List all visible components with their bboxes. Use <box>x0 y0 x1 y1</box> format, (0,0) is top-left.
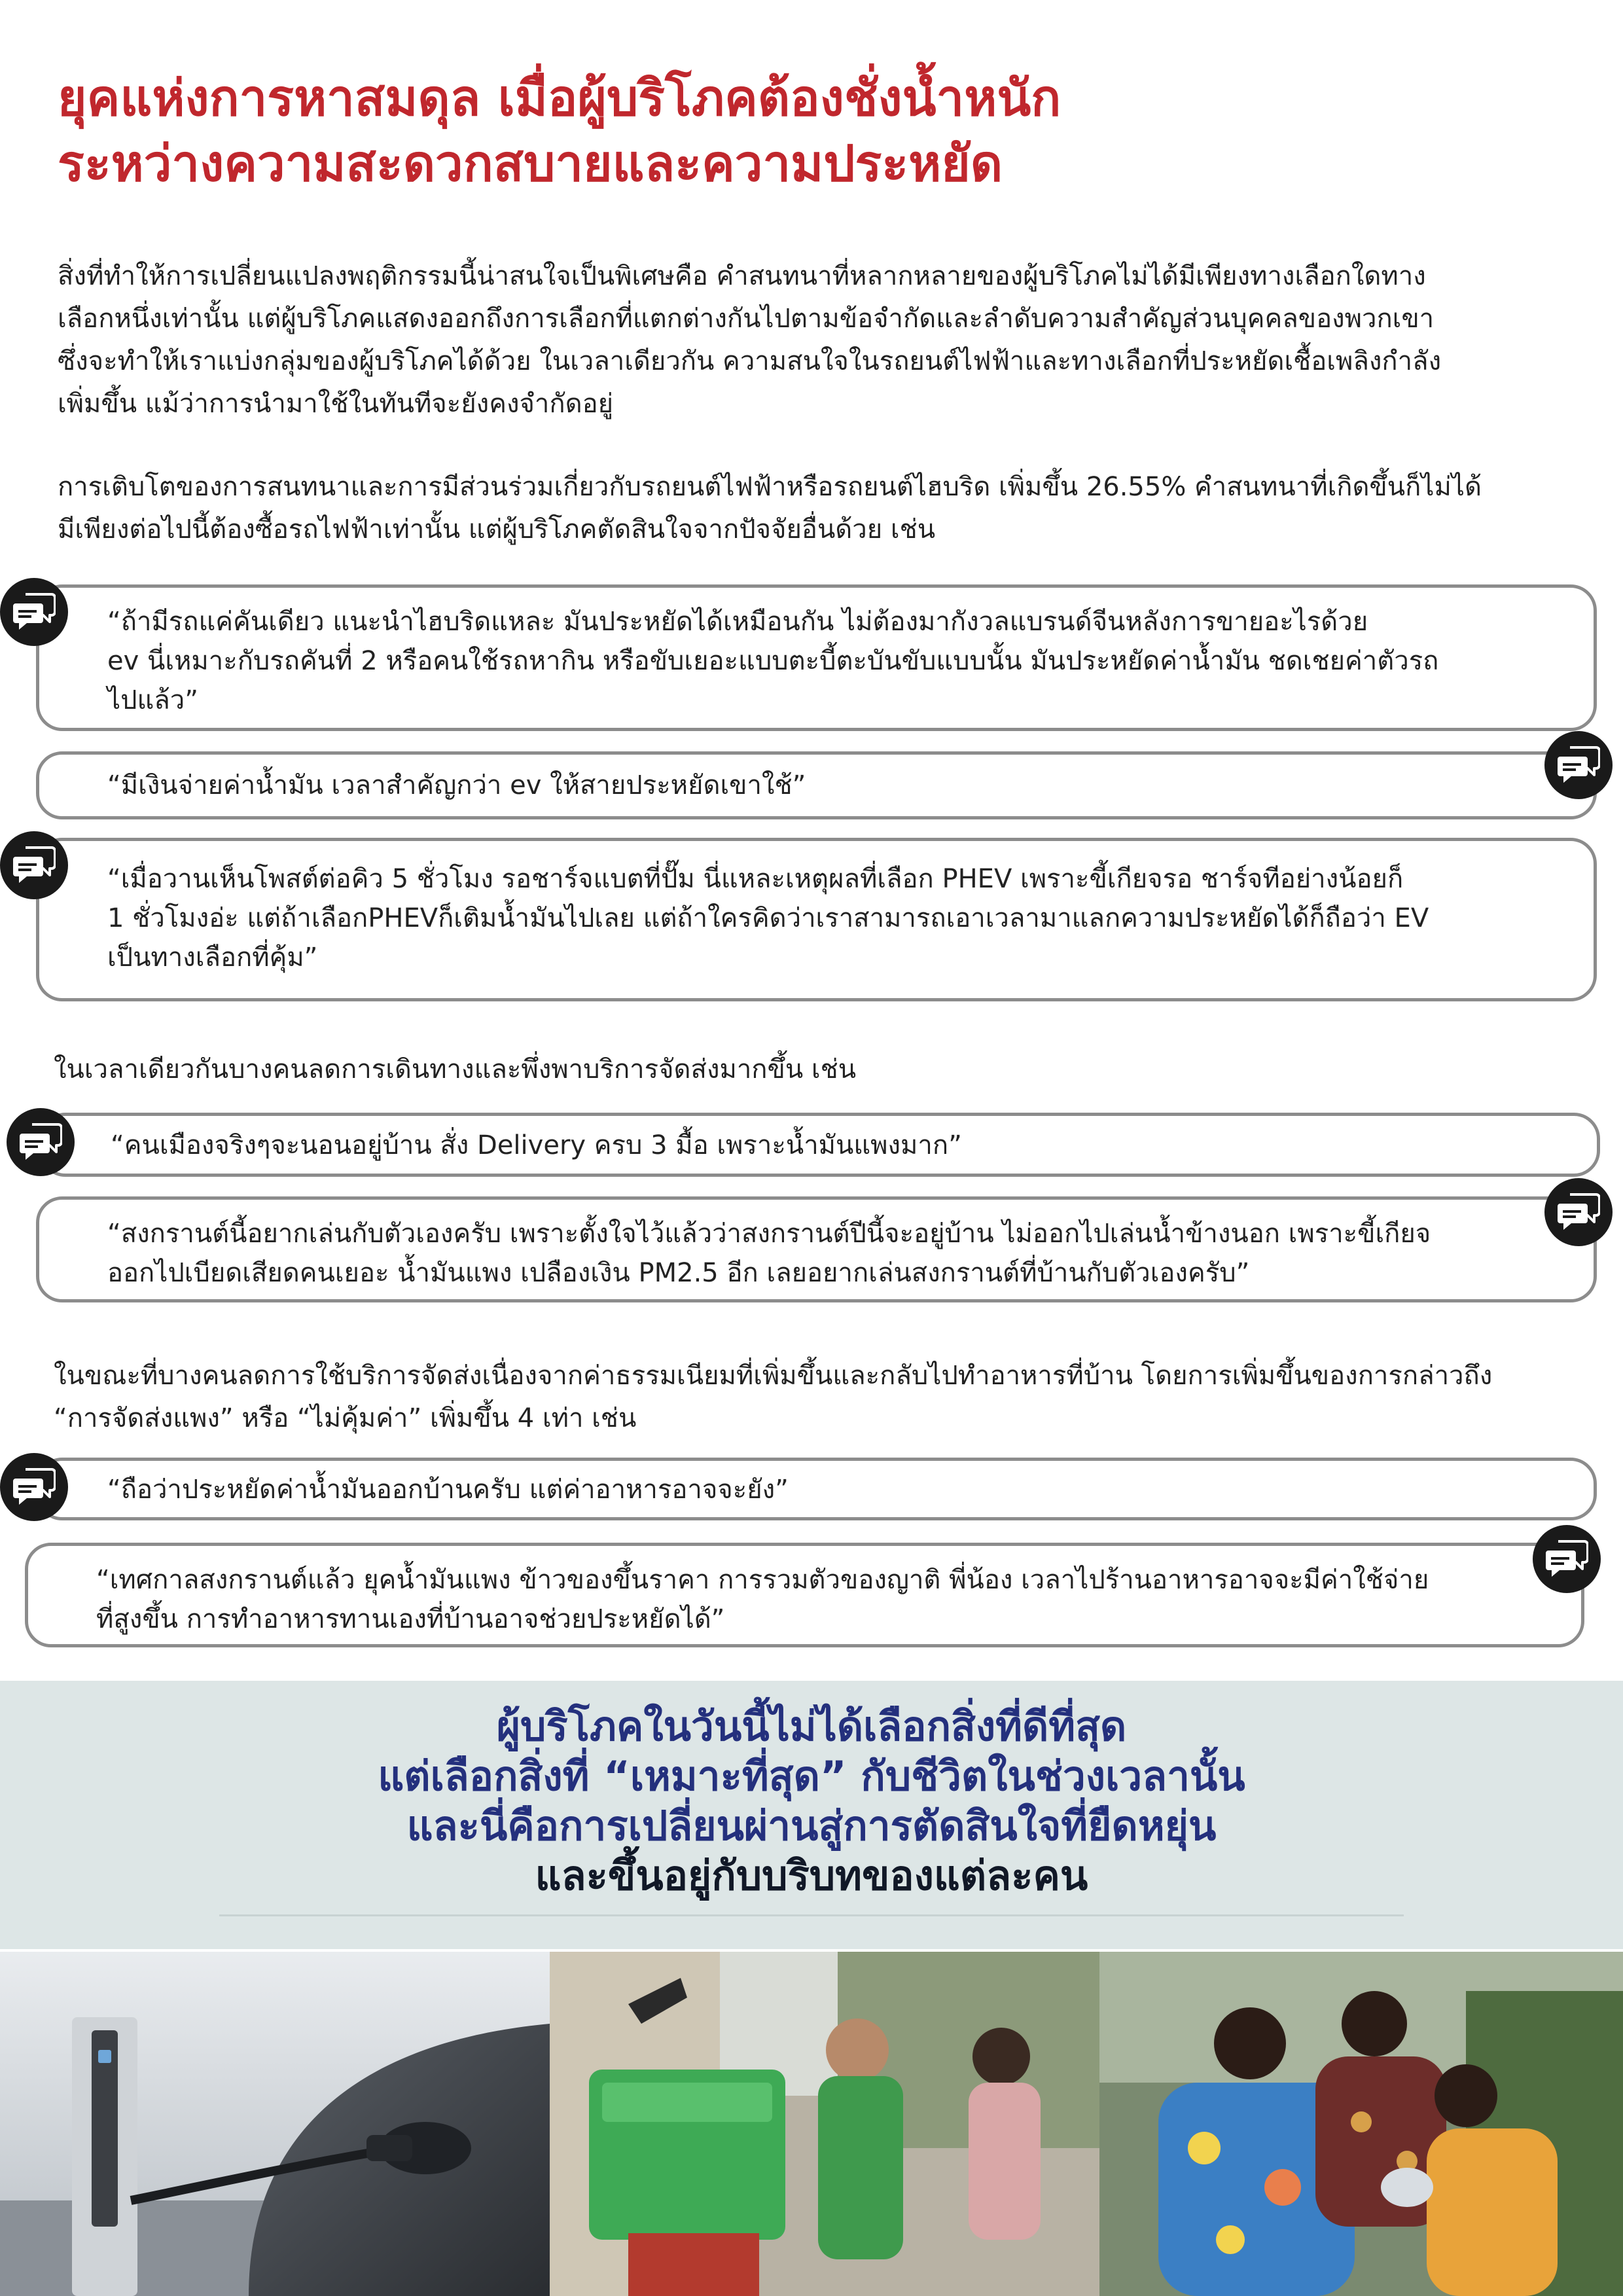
quote-line: 1 ชั่วโมงอ่ะ แต่ถ้าเลือกPHEVก็เติมน้ำมันไปเลย แต่ถ้าใครคิดว่าเราสามารถเอาเวลามาแลกความประหยัดได้ก็ถือว่า EV <box>107 903 1429 933</box>
banner-divider <box>219 1914 1404 1916</box>
chat-bubbles-icon <box>1544 731 1613 799</box>
intro-line: ซึ่งจะทำให้เราแบ่งกลุ่มของผู้บริโภคได้ด้วย ในเวลาเดียวกัน ความสนใจในรถยนต์ไฟฟ้าและทางเลือกที่ประหยัดเชื้อเพลิงกำลัง <box>58 346 1442 376</box>
conclusion-line-3: และนี่คือการเปลี่ยนผ่านสู่การตัดสินใจที่ยืดหยุ่น <box>406 1802 1217 1850</box>
quote-bubble <box>36 1458 1597 1520</box>
conclusion-line-1: ผู้บริโภคในวันนี้ไม่ได้เลือกสิ่งที่ดีที่สุด <box>496 1702 1127 1750</box>
quote-line: “มีเงินจ่ายค่าน้ำมัน เวลาสำคัญกว่า ev ให้สายประหยัดเขาใช้” <box>107 770 806 800</box>
delivery-line: ในเวลาเดียวกันบางคนลดการเดินทางและพึ่งพาบริการจัดส่งมากขึ้น เช่น <box>54 1054 857 1085</box>
quote-line: เป็นทางเลือกที่คุ้ม” <box>107 942 318 973</box>
chat-bubbles-icon <box>1533 1525 1601 1593</box>
quote-line: ที่สูงขึ้น การทำอาหารทานเองที่บ้านอาจช่วยประหยัดได้” <box>96 1604 725 1634</box>
ev-line: การเติบโตของการสนทนาและการมีส่วนร่วมเกี่ยวกับรถยนต์ไฟฟ้าหรือรถยนต์ไฮบริด เพิ่มขึ้น 26.55% คำสนทนาที่เกิดขึ้นก็ไม่ได้ <box>58 472 1482 502</box>
quote-bubble <box>39 1113 1600 1177</box>
intro-paragraph <box>58 255 1582 425</box>
quote-bubble <box>36 1196 1597 1302</box>
quote-line: “เมื่อวานเห็นโพสต์ต่อคิว 5 ชั่วโมง รอชาร์จแบตที่ปั๊ม นี่แหละเหตุผลที่เลือก PHEV เพราะขี้เกียจรอ ชาร์จทีอย่างน้อยก็ <box>107 864 1404 894</box>
family-cooking-photo <box>1099 1952 1623 2296</box>
title-line-2: ระหว่างความสะดวกสบายและความประหยัด <box>58 134 1003 192</box>
quote-line: “เทศกาลสงกรานต์แล้ว ยุคน้ำมันแพง ข้าวของขึ้นราคา การรวมตัวของญาติ พี่น้อง เวลาไปร้านอาหารอาจจะมีค่าใช้จ่าย <box>96 1565 1429 1595</box>
ev-paragraph <box>58 466 1582 551</box>
quote-line: “ถ้ามีรถแค่คันเดียว แนะนำไฮบริดแหละ มันประหยัดได้เหมือนกัน ไม่ต้องมากังวลแบรนด์จีนหลังการขายอะไรด้วย <box>107 607 1368 637</box>
cooking-line: ในขณะที่บางคนลดการใช้บริการจัดส่งเนื่องจากค่าธรรมเนียมที่เพิ่มขึ้นและกลับไปทำอาหารที่บ้าน โดยการเพิ่มขึ้นของการกล่าวถึง <box>54 1361 1493 1391</box>
quote-line: “คนเมืองจริงๆจะนอนอยู่บ้าน สั่ง Delivery ครบ 3 มื้อ เพราะน้ำมันแพงมาก” <box>111 1130 962 1160</box>
intro-line: เลือกหนึ่งเท่านั้น แต่ผู้บริโภคแสดงออกถึงการเลือกที่แตกต่างกันไปตามข้อจำกัดและลำดับความสำคัญส่วนบุคคลของพวกเขา <box>58 304 1435 334</box>
quote-bubble <box>36 584 1597 731</box>
chat-bubbles-icon <box>1544 1178 1613 1246</box>
quote-line: “สงกรานต์นี้อยากเล่นกับตัวเองครับ เพราะตั้งใจไว้แล้วว่าสงกรานต์ปีนี้จะอยู่บ้าน ไม่ออกไปเล่นน้ำข้างนอก เพราะขี้เกียจ <box>107 1219 1431 1249</box>
chat-bubbles-icon <box>7 1108 75 1176</box>
quote-bubble <box>36 751 1597 819</box>
conclusion-line-2: แต่เลือกสิ่งที่ “เหมาะที่สุด” กับชีวิตในช่วงเวลานั้น <box>378 1752 1245 1800</box>
quote-bubble <box>36 838 1597 1001</box>
chat-bubbles-icon <box>0 1453 68 1521</box>
chat-bubbles-icon <box>0 578 68 646</box>
quote-line: “ถือว่าประหยัดค่าน้ำมันออกบ้านครับ แต่ค่าอาหารอาจจะยัง” <box>107 1475 789 1505</box>
ev-line: มีเพียงต่อไปนี้ต้องซื้อรถไฟฟ้าเท่านั้น แต่ผู้บริโภคตัดสินใจจากปัจจัยอื่นด้วย เช่น <box>58 514 936 545</box>
chat-bubbles-icon <box>0 831 68 899</box>
ev-charging-photo <box>0 1952 550 2296</box>
delivery-photo <box>550 1952 1099 2296</box>
quote-line: ไปแล้ว” <box>107 685 198 715</box>
delivery-paragraph <box>54 1049 1578 1091</box>
intro-line: เพิ่มขึ้น แม้ว่าการนำมาใช้ในทันทีจะยังคงจำกัดอยู่ <box>58 389 614 419</box>
cooking-line: “การจัดส่งแพง” หรือ “ไม่คุ้มค่า” เพิ่มขึ้น 4 เท่า เช่น <box>54 1403 637 1433</box>
quote-line: ev นี่เหมาะกับรถคันที่ 2 หรือคนใช้รถหากิน หรือขับเยอะแบบตะบี้ตะบันขับแบบนั้น มันประหยัดค่าน้ำมัน ชดเชยค่าตัวรถ <box>107 646 1439 676</box>
cooking-paragraph <box>54 1355 1578 1440</box>
quote-bubble <box>25 1543 1584 1647</box>
quote-line: ออกไปเบียดเสียดคนเยอะ น้ำมันแพง เปลืองเงิน PM2.5 อีก เลยอยากเล่นสงกรานต์ที่บ้านกับตัวเองครับ” <box>107 1258 1250 1288</box>
title-line-1: ยุคแห่งการหาสมดุล เมื่อผู้บริโภคต้องชั่งน้ำหนัก <box>58 69 1061 127</box>
page-title <box>58 65 1563 196</box>
intro-line: สิ่งที่ทำให้การเปลี่ยนแปลงพฤติกรรมนี้น่าสนใจเป็นพิเศษคือ คำสนทนาที่หลากหลายของผู้บริโภคไม่ได้มีเพียงทางเลือกใดทาง <box>58 261 1426 291</box>
conclusion-line-4: และขึ้นอยู่กับบริบทของแต่ละคน <box>535 1852 1088 1899</box>
conclusion-text <box>0 1702 1623 1901</box>
